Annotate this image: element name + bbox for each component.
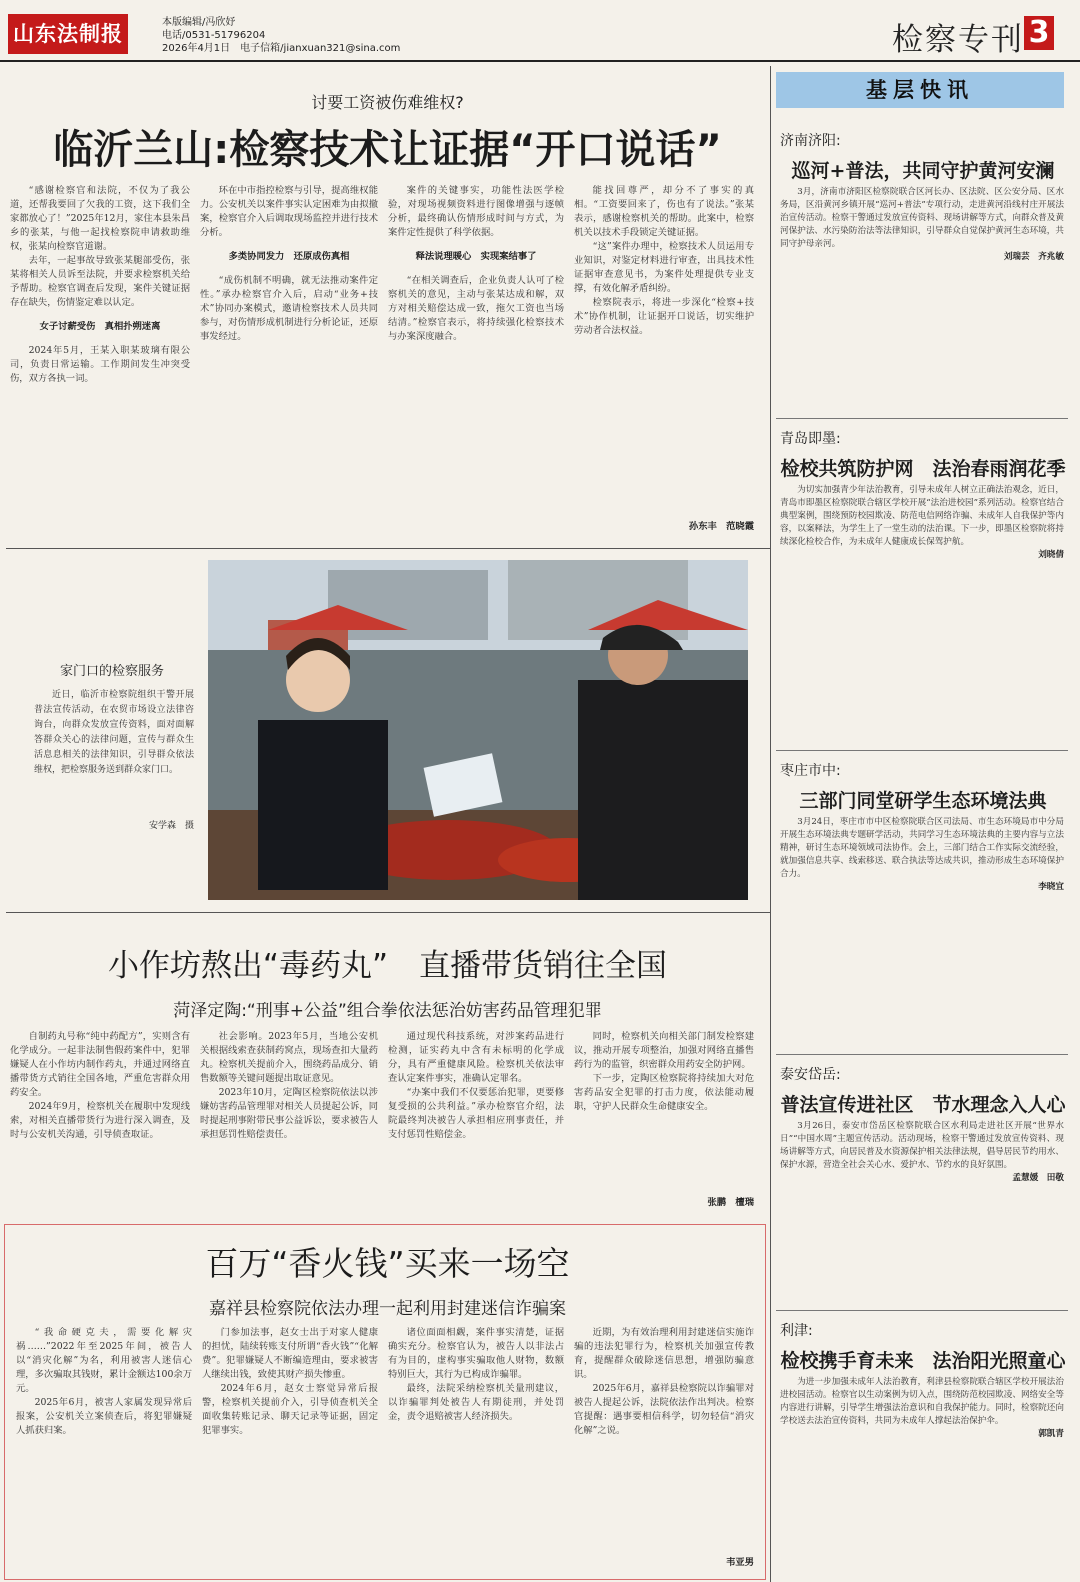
brief-body [780,816,1064,1056]
story3-col1-para: “我命硬克夫，需要化解灾祸……”2022年至2025年间，被告人以“消灾化解”为名，利用被害人迷信心理，多次骗取其钱财，累计金额达100余万元。 [16,1327,192,1394]
story2-col1-para: 自制药丸号称“纯中药配方”，实则含有化学成分。一起非法制售假药案件中，犯罪嫌疑人在小作坊内制作药丸，并通过网络直播带货方式销往全国各地，严重危害群众用药安全。 [10,1031,190,1098]
story3-headline: 百万“香火钱”买来一场空 [205,1244,570,1283]
story2-byline: 张鹏 檀瑞 [707,1197,754,1208]
story2-byline-wrap [574,1196,754,1212]
story3-col2-para: 门参加法事，赵女士出于对家人健康的担忧，陆续转账支付所谓“香火钱”“化解费”。犯罪嫌疑人不断编造理由，要求被害人继续出钱，致使其财产损失惨重。 [202,1327,378,1380]
sidebar-news-briefs [776,66,1076,1582]
divider [6,548,770,549]
story2-column-2 [200,1030,378,1210]
sidebar-banner: 基层快讯 [776,72,1064,108]
brief-body [780,1120,1064,1308]
brief-body [780,484,1064,754]
brief-headline: 三部门同堂研学生态环境法典 [799,790,1047,812]
story2-col3-para: “办案中我们不仅要惩治犯罪，更要修复受损的公共利益。”承办检察官介绍，法院最终判决被告人承担相应刑事责任，并支付惩罚性赔偿金。 [388,1087,564,1140]
brief-byline: 刘瑞芸 齐兆敏 [1003,252,1064,262]
brief-text: 3月26日，泰安市岱岳区检察院联合区水利局走进社区开展“世界水日”“中国水周”主题宣传活动。活动现场，检察干警通过发放宣传资料、现场讲解等方式，向居民普及水资源保护相关法律法规，倡导居民节约用水、保护水源，营造全社会关心水、爱护水、节约水的良好氛围。 [780,1121,1064,1170]
story2-subhead: 菏泽定陶:“刑事+公益”组合拳依法惩治妨害药品管理犯罪 [173,1001,602,1021]
newspaper-logo: 山东法制报 [8,14,128,54]
story2-col4-para: 同时，检察机关向相关部门制发检察建议，推动开展专项整治，加强对网络直播售药行为的监管，织密群众用药安全防护网。 [574,1031,754,1070]
story2-column-1 [10,1030,190,1210]
brief-location: 泰安岱岳: [780,1067,841,1083]
story1-col2-para: 环在中市指控检察与引导，提高维权能力。公安机关以案件事实认定困难为由拟撤案，检察官介入后调取现场监控并进行技术分析。 [200,185,378,238]
divider [776,418,1068,419]
story1-col1-para: “感谢检察官和法院，不仅为了我公道，还帮我要回了欠我的工资，这下我们全家都放心了！”2025年12月，家住本县朱昌乡的张某，与他一起找检察院申请救助维权，张某向检察官道谢。 [10,185,190,252]
date-email-line: 2026年4月1日 电子信箱/jianxuan321@sina.com [162,43,401,54]
story3-col3-para: 最终，法院采纳检察机关量刑建议，以诈骗罪判处被告人有期徒刑，并处罚金，责令退赔被害人经济损失。 [388,1383,564,1422]
story1-subheading: 女子讨薪受伤 真相扑朔迷离 [39,321,161,332]
story1-subheading: 释法说理暖心 实现案结事了 [415,251,537,262]
masthead [0,0,1080,62]
brief-byline: 刘晓倩 [1038,550,1064,560]
brief-text: 3月，济南市济阳区检察院联合区河长办、区法院、区公安分局、区水务局，区沿黄河乡镇开展“巡河+普法”专项行动，走进黄河沿线村庄开展法治宣传活动。检察干警通过发放宣传资料、现场讲解等方式，向群众普及黄河保护法、水污染防治法等法律知识，引导群众自觉保护黄河生态环境，共同守护母亲河。 [780,187,1064,249]
story3-column-2 [202,1326,378,1576]
story1-column-1 [10,184,190,544]
story2-col4-para: 下一步，定陶区检察院将持续加大对危害药品安全犯罪的打击力度，依法能动履职，守护人民群众生命健康安全。 [574,1073,754,1112]
story1-byline-wrap [574,520,754,536]
divider [776,750,1068,751]
story3-byline-wrap [574,1556,754,1572]
story1-byline: 孙东丰 范晓霞 [688,521,754,532]
brief-headline: 巡河+普法，共同守护黄河安澜 [791,160,1055,182]
story1-col4-para: 能找回尊严，却分不了事实的真相。“工资要回来了，伤也有了说法。”张某表示，感谢检察机关的帮助。此案中，检察机关以技术手段锁定关键证据。 [574,185,754,238]
brief-text: 3月24日，枣庄市市中区检察院联合区司法局、市生态环境局市中分局开展生态环境法典专题研学活动，共同学习生态环境法典的主要内容与立法精神，研讨生态环境领域司法协作。会上，三部门结合工作实际交流经验，就加强信息共享、线索移送、联合执法等达成共识，推动形成生态环境保护合力。 [780,817,1064,879]
brief-byline: 孟慧媛 田敬 [1012,1173,1064,1183]
divider [6,912,770,913]
story1-headline: 临沂兰山:检察技术让证据“开口说话” [53,127,722,173]
photo-caption-body [34,688,194,778]
brief-text: 为切实加强青少年法治教育，引导未成年人树立正确法治观念，近日，青岛市即墨区检察院联合辖区学校开展“法治进校园”系列活动。检察官结合典型案例，围绕预防校园欺凌、防范电信网络诈骗、未成年人自我保护等内容，以案释法，为学生上了一堂生动的法治课。下一步，即墨区检察院将持续深化检校合作，为未成年人健康成长保驾护航。 [780,485,1064,547]
story2-col2-para: 社会影响。2023年5月，当地公安机关根据线索查获制药窝点，现场查扣大量药丸。检察机关提前介入，围绕药品成分、销售数额等关键问题提出取证意见。 [200,1031,378,1084]
story1-col4-para: 检察院表示，将进一步深化“检察+技术”协作机制，让证据开口说话，切实维护劳动者合法权益。 [574,297,754,336]
story2-col2-para: 2023年10月，定陶区检察院依法以涉嫌妨害药品管理罪对相关人员提起公诉，同时提起刑事附带民事公益诉讼，要求被告人承担惩罚性赔偿责任。 [200,1087,378,1140]
brief-headline: 检校携手育未来 法治阳光照童心 [780,1350,1066,1372]
story2-col3-para: 通过现代科技系统，对涉案药品进行检测，证实药丸中含有未标明的化学成分，具有严重健康风险。检察机关依法审查认定案件事实，准确认定罪名。 [388,1031,564,1084]
story3-column-4 [574,1326,754,1552]
brief-location: 青岛即墨: [780,431,841,447]
divider [776,1310,1068,1311]
market-photo [208,560,748,900]
brief-location: 枣庄市中: [780,763,841,779]
story3-col3-para: 诸位面面相觑，案件事实清楚，证据确实充分。检察官认为，被告人以非法占有为目的，虚构事实骗取他人财物，数额特别巨大，其行为已构成诈骗罪。 [388,1327,564,1380]
story1-subheading: 多类协同发力 还原成伤真相 [228,251,350,262]
story1-column-4 [574,184,754,534]
brief-byline: 李晓宜 [1038,882,1064,892]
story2-headline: 小作坊熬出“毒药丸” 直播带货销往全国 [107,948,668,984]
story1-col2-para: “成伤机制不明确，就无法推动案件定性。”承办检察官介入后，启动“业务+技术”协同办案模式，邀请检察技术人员共同参与，对伤情形成机制进行分析论证，还原事发经过。 [200,275,378,342]
editor-line: 本版编辑/冯欣妤 [162,17,236,28]
page-number: 3 [1024,16,1054,50]
photo-caption-title: 家门口的检察服务 [60,664,165,679]
brief-location: 济南济阳: [780,133,841,149]
story3-col1-para: 2025年6月，被害人家属发现异常后报案，公安机关立案侦查后，将犯罪嫌疑人抓获归案。 [16,1397,192,1436]
story3-col2-para: 2024年6月，赵女士察觉异常后报警，检察机关提前介入，引导侦查机关全面收集转账记录、聊天记录等证据，固定犯罪事实。 [202,1383,378,1436]
story1-col3-para: 案件的关键事实，功能性法医学检验，对现场视频资料进行图像增强与逐帧分析，最终确认伤情形成时间与方式，为案件定性提供了科学依据。 [388,185,564,238]
brief-text: 为进一步加强未成年人法治教育，利津县检察院联合辖区学校开展法治进校园活动。检察官以生动案例为切入点，围绕防范校园欺凌、网络安全等内容进行讲解，引导学生增强法治意识和自我保护能力。同时，检察院还向学校送去法治宣传资料，共同为未成年人撑起法治保护伞。 [780,1377,1064,1426]
brief-location: 利津: [780,1323,813,1339]
brief-body [780,186,1064,416]
story1-kicker: 讨要工资被伤难维权? [311,93,464,112]
masthead-meta [162,16,400,55]
story2-col1-para: 2024年9月，检察机关在履职中发现线索，对相关直播带货行为进行深入调查，及时与公安机关沟通，引导侦查取证。 [10,1101,190,1140]
story2-column-3 [388,1030,564,1210]
phone-line: 电话/0531-51796204 [162,30,266,41]
story1-column-2 [200,184,378,544]
brief-headline: 检校共筑防护网 法治春雨润花季 [780,458,1066,480]
photo-caption-text: 近日，临沂市检察院组织干警开展普法宣传活动，在农贸市场设立法律咨询台，向群众发放宣传资料，面对面解答群众关心的法律问题，宣传与群众生活息息相关的法律知识，引导群众依法维权，把检察服务送到群众家门口。 [34,690,194,775]
story1-col1-para: 去年，一起事故导致张某腿部受伤，张某将相关人员诉至法院，并要求检察机关给予帮助。检察官调查后发现，案件关键证据存在缺失，伤情鉴定难以认定。 [10,255,190,308]
story1-col3-para: “在相关调查后，企业负责人认可了检察机关的意见，主动与张某达成和解，双方对相关赔偿达成一致，拖欠工资也当场结清。”检察官表示，将持续强化检察技术与办案深度融合。 [388,275,564,342]
sidebar-rule [770,66,771,1582]
brief-headline: 普法宣传进社区 节水理念入人心 [780,1094,1066,1116]
story3-column-1 [16,1326,192,1576]
story1-col4-para: “这”案件办理中，检察技术人员运用专业知识，对鉴定材料进行审查，出具技术性证据审查意见书，为案件处理提供专业支撑，有效化解矛盾纠纷。 [574,241,754,294]
story1-col1-para: 2024年5月，王某入职某玻璃有限公司，负责日常运输。工作期间发生冲突受伤，双方各执一词。 [10,345,190,384]
story3-column-3 [388,1326,564,1576]
market-photo-illustration [208,560,748,900]
story3-col4-para: 近期，为有效治理利用封建迷信实施诈骗的违法犯罪行为，检察机关加强宣传教育，提醒群众破除迷信思想，增强防骗意识。 [574,1327,754,1380]
brief-body [780,1376,1064,1576]
divider [776,1054,1068,1055]
brief-byline: 郭凯青 [1038,1429,1064,1439]
story1-column-3 [388,184,564,544]
story3-subhead: 嘉祥县检察院依法办理一起利用封建迷信诈骗案 [209,1299,566,1319]
story3-col4-para: 2025年6月，嘉祥县检察院以诈骗罪对被告人提起公诉，法院依法作出判决。检察官提醒：遇事要相信科学，切勿轻信“消灾化解”之说。 [574,1383,754,1436]
section-title: 检察专刊 [892,22,1024,58]
story2-column-4 [574,1030,754,1200]
story3-byline: 韦亚男 [726,1557,754,1568]
photo-byline: 安学森 摄 [148,821,194,831]
